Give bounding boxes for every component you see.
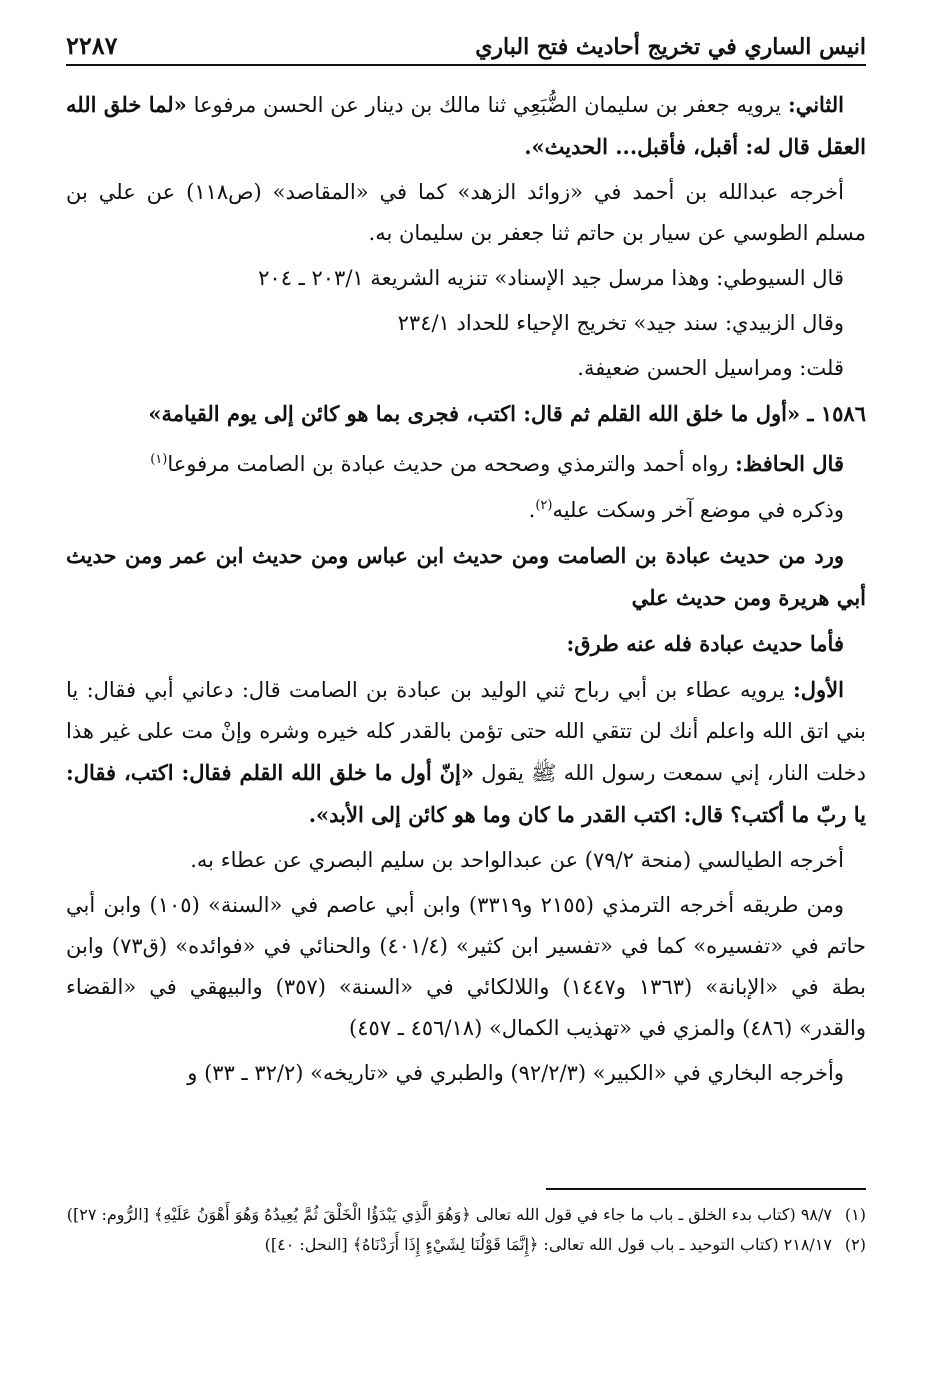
first-route-label: الأول: xyxy=(793,677,844,702)
warada-text: ورد من حديث عبادة بن الصامت ومن حديث ابن عباس ومن حديث ابن عمر ومن حديث أبي هريرة ومن حديث علي xyxy=(66,543,866,610)
ubada-routes-text: فأما حديث عبادة فله عنه طرق: xyxy=(566,631,844,656)
paragraph-hafiz xyxy=(66,439,866,485)
paragraph-ubada-routes xyxy=(66,623,866,665)
paragraph-hafiz-cont: وذكره في موضع آخر وسكت عليه$^{(٢)}$. xyxy=(528,498,844,522)
book-title: انيس الساري في تخريج أحاديث فتح الباري xyxy=(475,34,866,60)
footnote-ref-2[interactable]: (٢) xyxy=(535,498,553,513)
paragraph-tirmidhi: ومن طريقه أخرجه الترمذي (٢١٥٥ و٣٣١٩) وابن أبي عاصم في «السنة» (١٠٥) وابن أبي حاتم في «تفسيره» كما في «تفسير ابن كثير» (٤٠١/٤) والحنائي في «فوائده» (ق٧٣) وابن بطة في «الإبانة» (١٣٦٣ و١٤٤٧) واللالكائي في «السنة» (٣٥٧) والبيهقي في «القضاء والقدر» (٤٨٦) والمزي في «تهذيب الكمال» (٤٥٦/١٨ ـ ٤٥٧) xyxy=(66,893,866,1040)
hadith-quote: «لما خلق الله العقل قال له: أقبل، فأقبل... الحديث». xyxy=(66,92,866,159)
page-number: ٢٢٨٧ xyxy=(66,31,118,60)
footnote-1-number: (١) xyxy=(844,1205,866,1224)
footnotes xyxy=(66,1200,866,1260)
paragraph-qultu: قلت: ومراسيل الحسن ضعيفة. xyxy=(577,356,844,380)
paragraph-first-route xyxy=(66,669,866,836)
footnote-2 xyxy=(66,1230,866,1260)
hafiz-text: رواه أحمد والترمذي وصححه من حديث عبادة بن الصامت مرفوعا xyxy=(167,452,736,476)
paragraph-second-route xyxy=(66,84,866,168)
main-text xyxy=(66,84,866,1098)
paragraph-zabidi: وقال الزبيدي: سند جيد» تخريج الإحياء للحداد ٢٣٤/١ xyxy=(397,311,844,335)
footnote-1 xyxy=(66,1200,866,1230)
route-label: الثاني: xyxy=(787,92,845,117)
footnote-divider xyxy=(546,1188,866,1190)
paragraph-tayalisi: أخرجه الطيالسي (منحة ٧٩/٢) عن عبدالواحد بن سليم البصري عن عطاء به. xyxy=(190,848,844,872)
running-header xyxy=(66,30,866,66)
hafiz-cont-text: وذكره في موضع آخر وسكت عليه xyxy=(552,498,844,522)
hafiz-label: قال الحافظ: xyxy=(735,451,844,476)
footnote-2-number: (٢) xyxy=(844,1235,866,1254)
paragraph-takhrij: أخرجه عبدالله بن أحمد في «زوائد الزهد» كما في «المقاصد» (ص١١٨) عن علي بن مسلم الطوسي عن سيار بن حاتم ثنا جعفر بن سليمان به. xyxy=(66,180,866,245)
hadith-heading-text: ١٥٨٦ ـ «أول ما خلق الله القلم ثم قال: اكتب، فجرى بما هو كائن إلى يوم القيامة» xyxy=(148,401,866,426)
footnote-1-text: ٩٨/٧ (كتاب بدء الخلق ـ باب ما جاء في قول الله تعالى ﴿وَهُوَ الَّذِي يَبْدَؤُا الْخَلْقَ ثُمَّ يُعِيدُهُ وَهُوَ أَهْوَنُ عَلَيْهِ﴾ [الرُّوم: ٢٧]) xyxy=(66,1205,832,1224)
hadith-heading xyxy=(66,393,866,435)
footnote-2-text: ٢١٨/١٧ (كتاب التوحيد ـ باب قول الله تعالى: ﴿إِنَّمَا قَوْلُنَا لِشَيْءٍ إِذَا أَرَدْنَاهُ﴾ [النحل: ٤٠]) xyxy=(264,1235,832,1254)
paragraph-bukhari: وأخرجه البخاري في «الكبير» (٩٢/٢/٣) والطبري في «تاريخه» (٣٢/٢ ـ ٣٣) و xyxy=(187,1061,844,1085)
first-route-text: يرويه عطاء بن أبي رباح ثني الوليد بن عبادة بن الصامت قال: دعاني أبي فقال: يا بني اتق الله واعلم أنك لن تتقي الله حتى تؤمن بالقدر كله خيره وشره وإنْ مت على غير هذا دخلت النار، إني سمعت رسول الله ﷺ يقول xyxy=(66,678,866,785)
footnote-ref-1[interactable]: (١) xyxy=(150,452,168,467)
first-route-hadith: «إنّ أول ما خلق الله القلم فقال: اكتب، فقال: يا ربّ ما أكتب؟ قال: اكتب القدر ما كان وما هو كائن إلى الأبد». xyxy=(66,760,866,827)
route-text: يرويه جعفر بن سليمان الضُّبَعِي ثنا مالك بن دينار عن الحسن مرفوعا xyxy=(186,93,788,117)
paragraph-warada xyxy=(66,535,866,619)
paragraph-suyuti: قال السيوطي: وهذا مرسل جيد الإسناد» تنزيه الشريعة ٢٠٣/١ ـ ٢٠٤ xyxy=(258,266,844,290)
